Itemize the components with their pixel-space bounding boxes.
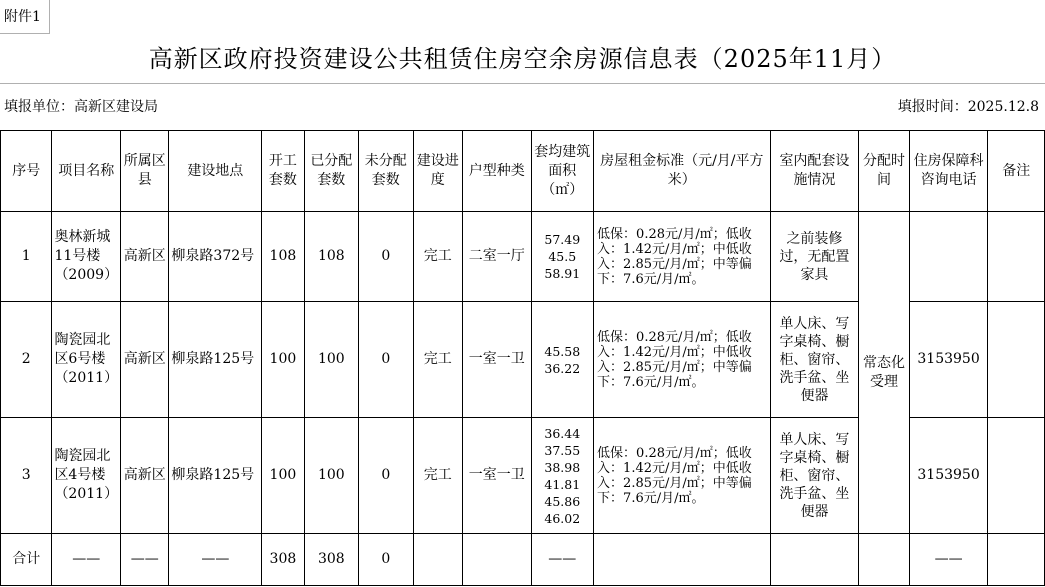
annex-label: 附件1 — [0, 0, 50, 34]
area-value: 45.5 — [548, 249, 577, 264]
row-allocated: 100 — [304, 302, 358, 418]
row-location: 柳泉路125号 — [169, 302, 262, 418]
row-progress: 完工 — [413, 418, 462, 534]
filing-unit: 填报单位：高新区建设局 — [4, 99, 158, 115]
row-project: 奥林新城11号楼（2009） — [52, 212, 121, 302]
total-location: —— — [169, 534, 262, 586]
row-started: 100 — [262, 302, 304, 418]
row-seq: 2 — [1, 302, 52, 418]
filing-date: 填报时间：2025.12.8 — [897, 99, 1039, 115]
page-title: 高新区政府投资建设公共租赁住房空余房源信息表（2025年11月） — [0, 34, 1045, 84]
area-value: 36.44 — [544, 425, 581, 441]
total-project: —— — [52, 534, 121, 586]
total-progress — [413, 534, 462, 586]
row-remark — [988, 418, 1045, 534]
row-allocated: 108 — [304, 212, 358, 302]
row-rent: 低保：0.28元/月/㎡；低收入：1.42元/月/㎡；中低收入：2.85元/月/㎡；中等偏下：7.6元/月/㎡。 — [594, 212, 771, 302]
header-unit-type: 户型种类 — [462, 131, 531, 212]
area-value: 38.98 — [544, 459, 581, 475]
row-furnishing: 单人床、写字桌椅、橱柜、窗帘、洗手盆、坐便器 — [770, 302, 859, 418]
row-remark — [988, 212, 1045, 302]
header-county: 所属区县 — [121, 131, 169, 212]
row-unit-type: 一室一卫 — [462, 418, 531, 534]
row-furnishing: 之前装修过，无配置家具 — [770, 212, 859, 302]
row-progress: 完工 — [413, 212, 462, 302]
row-seq: 3 — [1, 418, 52, 534]
header-project: 项目名称 — [52, 131, 121, 212]
total-rent — [594, 534, 771, 586]
total-furnishing — [770, 534, 859, 586]
header-seq: 序号 — [1, 131, 52, 212]
row-project: 陶瓷园北区4号楼（2011） — [52, 418, 121, 534]
row-progress: 完工 — [413, 302, 462, 418]
area-value: 57.49 — [544, 232, 581, 247]
total-unallocated: 0 — [359, 534, 413, 586]
row-project: 陶瓷园北区6号楼（2011） — [52, 302, 121, 418]
total-phone: —— — [909, 534, 988, 586]
row-area — [531, 302, 594, 418]
header-started: 开工套数 — [262, 131, 304, 212]
total-alloc-time — [859, 534, 909, 586]
header-alloc-time: 分配时间 — [859, 131, 909, 212]
row-county: 高新区 — [121, 418, 169, 534]
table-row — [1, 212, 1045, 302]
header-remark: 备注 — [988, 131, 1045, 212]
row-started: 108 — [262, 212, 304, 302]
row-rent: 低保：0.28元/月/㎡；低收入：1.42元/月/㎡；中低收入：2.85元/月/㎡；中等偏下：7.6元/月/㎡。 — [594, 302, 771, 418]
header-progress: 建设进度 — [413, 131, 462, 212]
row-unit-type: 一室一卫 — [462, 302, 531, 418]
row-unallocated: 0 — [359, 212, 413, 302]
total-allocated: 308 — [304, 534, 358, 586]
row-started: 100 — [262, 418, 304, 534]
row-area — [531, 212, 594, 302]
row-phone: 3153950 — [909, 302, 988, 418]
total-area: —— — [531, 534, 594, 586]
header-phone: 住房保障科咨询电话 — [909, 131, 988, 212]
total-county: —— — [121, 534, 169, 586]
header-allocated: 已分配套数 — [304, 131, 358, 212]
area-value: 46.02 — [544, 510, 581, 526]
row-allocated: 100 — [304, 418, 358, 534]
total-unit-type — [462, 534, 531, 586]
total-label: 合计 — [1, 534, 52, 586]
area-value: 41.81 — [544, 476, 581, 492]
row-location: 柳泉路125号 — [169, 418, 262, 534]
row-furnishing: 单人床、写字桌椅、橱柜、窗帘、洗手盆、坐便器 — [770, 418, 859, 534]
row-unit-type: 二室一厅 — [462, 212, 531, 302]
area-value: 58.91 — [544, 266, 581, 281]
area-value: 45.58 — [544, 343, 581, 359]
row-unallocated: 0 — [359, 418, 413, 534]
row-seq: 1 — [1, 212, 52, 302]
header-location: 建设地点 — [169, 131, 262, 212]
area-value: 37.55 — [544, 442, 581, 458]
row-remark — [988, 302, 1045, 418]
alloc-time-merged: 常态化受理 — [859, 212, 909, 534]
header-unallocated: 未分配套数 — [359, 131, 413, 212]
total-row — [1, 534, 1045, 586]
header-furnishing: 室内配套设施情况 — [770, 131, 859, 212]
row-location: 柳泉路372号 — [169, 212, 262, 302]
row-rent: 低保：0.28元/月/㎡；低收入：1.42元/月/㎡；中低收入：2.85元/月/㎡；中等偏下：7.6元/月/㎡。 — [594, 418, 771, 534]
row-area — [531, 418, 594, 534]
row-county: 高新区 — [121, 212, 169, 302]
area-value: 36.22 — [544, 360, 581, 376]
total-remark — [988, 534, 1045, 586]
row-phone: 3153950 — [909, 418, 988, 534]
header-area: 套均建筑面积（㎡） — [531, 131, 594, 212]
area-value: 45.86 — [544, 493, 581, 509]
row-phone — [909, 212, 988, 302]
housing-table — [0, 130, 1045, 586]
row-county: 高新区 — [121, 302, 169, 418]
header-row — [1, 131, 1045, 212]
row-unallocated: 0 — [359, 302, 413, 418]
total-started: 308 — [262, 534, 304, 586]
header-rent: 房屋租金标准（元/月/平方米） — [594, 131, 771, 212]
